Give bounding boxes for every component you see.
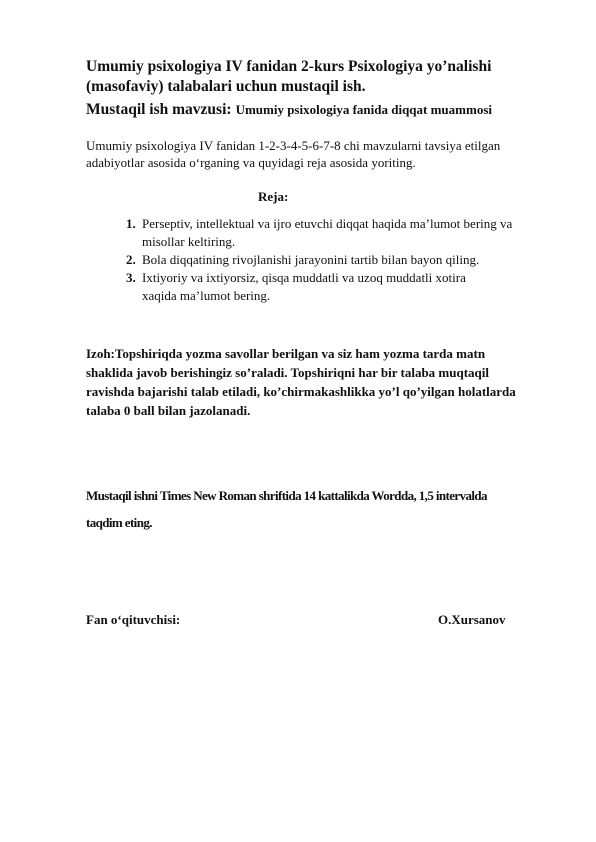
- note-line-1: Izoh:Topshiriqda yozma savollar berilgan va siz ham yozma tarda matn: [86, 346, 486, 361]
- format-line-2: taqdim eting.: [86, 515, 152, 530]
- plan-item-1: [126, 215, 512, 232]
- topic-line: [86, 100, 492, 120]
- plan-item-1-cont: misollar keltiring.: [142, 234, 236, 249]
- title-line-2: (masofaviy) talabalari uchun mustaqil ish.: [86, 78, 366, 95]
- intro-line-1: Umumiy psixologiya IV fanidan 1-2-3-4-5-6-7-8 chi mavzularni tavsiya etilgan: [86, 138, 501, 153]
- note-line-2: shaklida javob berishingiz so’raladi. Topshiriqni har bir talaba muqtaqil: [86, 365, 489, 380]
- plan-item-text: Bola diqqatining rivojlanishi jarayonini tartib bilan bayon qiling.: [142, 252, 480, 267]
- teacher-label: Fan o‘qituvchisi:: [86, 612, 181, 627]
- format-line-1: Mustaqil ishni Times New Roman shriftida 14 kattalikda Wordda, 1,5 intervalda: [86, 488, 487, 503]
- plan-item-number: 1.: [126, 216, 136, 231]
- topic-label: Mustaqil ish mavzusi:: [86, 101, 232, 118]
- note-line-4: talaba 0 ball bilan jazolanadi.: [86, 403, 251, 418]
- plan-item-2: [126, 251, 479, 268]
- plan-item-number: 2.: [126, 252, 136, 267]
- plan-item-number: 3.: [126, 270, 136, 285]
- topic-text: Umumiy psixologiya fanida diqqat muammosi: [235, 102, 492, 117]
- plan-item-text: Ixtiyoriy va ixtiyorsiz, qisqa muddatli va uzoq muddatli xotira: [142, 270, 466, 285]
- plan-heading: Reja:: [258, 189, 289, 204]
- plan-item-3: [126, 269, 466, 286]
- note-line-3: ravishda bajarishi talab etiladi, ko’chirmakashlikka yo’l qo’yilgan holatlarda: [86, 384, 516, 399]
- plan-item-3-cont: xaqida ma’lumot bering.: [142, 288, 271, 303]
- title-line-1: Umumiy psixologiya IV fanidan 2-kurs Psixologiya yo’nalishi: [86, 58, 492, 75]
- teacher-name: O.Xursanov: [438, 612, 506, 627]
- intro-line-2: adabiyotlar asosida o‘rganing va quyidagi reja asosida yoriting.: [86, 155, 416, 170]
- plan-item-text: Perseptiv, intellektual va ijro etuvchi diqqat haqida ma’lumot bering va: [142, 216, 513, 231]
